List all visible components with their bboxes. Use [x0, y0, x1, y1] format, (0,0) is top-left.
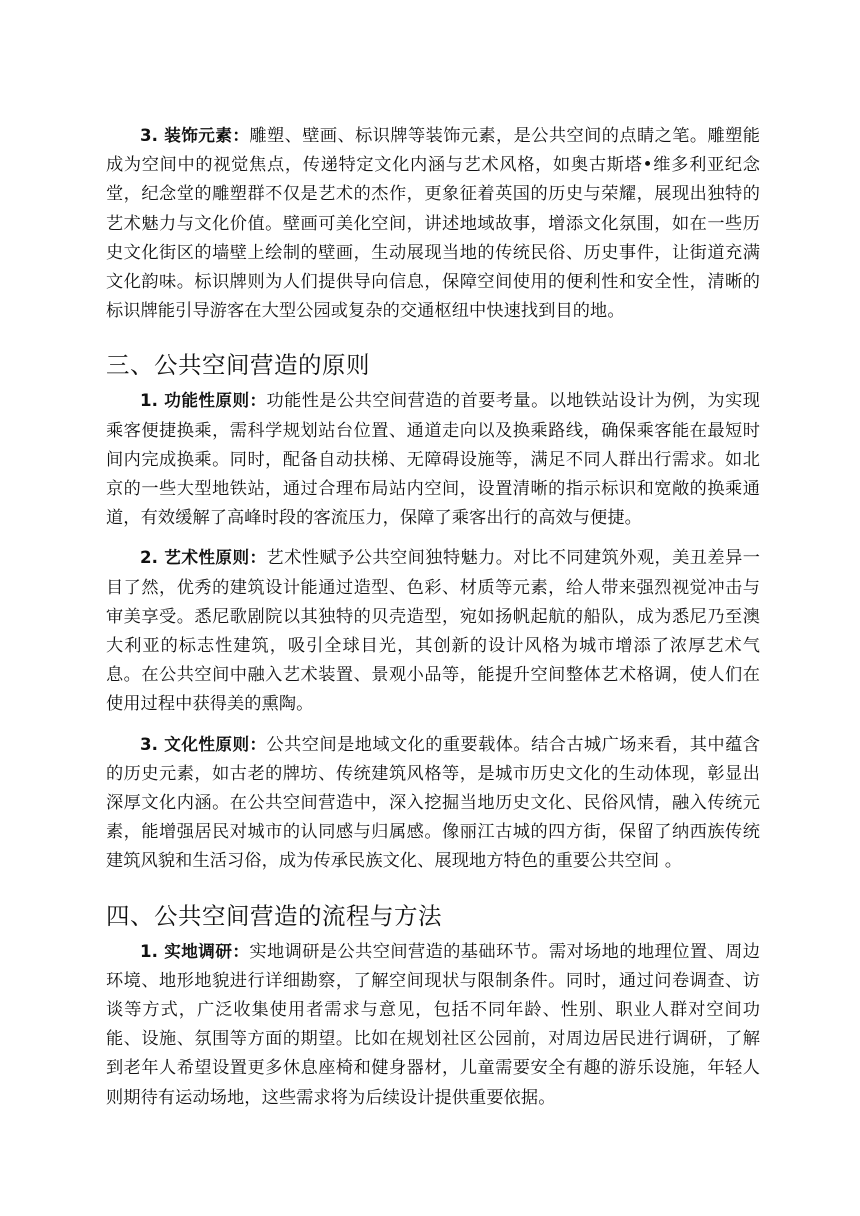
paragraph-label: 1. 实地调研：	[140, 941, 250, 961]
paragraph-text: 功能性是公共空间营造的首要考量。以地铁站设计为例，为实现乘客便捷换乘，需科学规划站台位置、通道走向以及换乘路线，确保乘客能在最短时间内完成换乘。同时，配备自动扶梯、无障碍设施等，满足不同人群出行需求。如北京的一些大型地铁站，通过合理布局站内空间，设置清晰的指示标识和宽敞的换乘通道，有效缓解了高峰时段的客流压力，保障了乘客出行的高效与便捷。	[106, 391, 760, 529]
paragraph-cultural-principle	[106, 730, 760, 877]
section-heading-principles: 三、公共空间营造的原则	[106, 351, 370, 380]
paragraph-label: 3. 装饰元素：	[140, 126, 250, 145]
document-body	[106, 96, 760, 1113]
paragraph-field-research	[106, 937, 760, 1113]
paragraph-label: 2. 艺术性原则：	[140, 548, 267, 568]
section-heading-process-methods: 四、公共空间营造的流程与方法	[106, 901, 442, 930]
paragraph-functional-principle	[106, 386, 760, 533]
paragraph-label: 1. 功能性原则：	[140, 391, 267, 411]
paragraph-text: 艺术性赋予公共空间独特魅力。对比不同建筑外观，美丑差异一目了然，优秀的建筑设计能通过造型、色彩、材质等元素，给人带来强烈视觉冲击与审美享受。悉尼歌剧院以其独特的贝壳造型，宛如扬帆起航的船队，成为悉尼乃至澳大利亚的标志性建筑，吸引全球目光，其创新的设计风格为城市增添了浓厚艺术气息。在公共空间中融入艺术装置、景观小品等，能提升空间整体艺术格调，使人们在使用过程中获得美的熏陶。	[106, 548, 760, 715]
paragraph-text: 雕塑、壁画、标识牌等装饰元素，是公共空间的点睛之笔。雕塑能成为空间中的视觉焦点，传递特定文化内涵与艺术风格，如奥古斯塔•维多利亚纪念堂，纪念堂的雕塑群不仅是艺术的杰作，更象征着英国的历史与荣耀，展现出独特的艺术魅力与文化价值。壁画可美化空间，讲述地域故事，增添文化氛围，如在一些历史文化街区的墙壁上绘制的壁画，生动展现当地的传统民俗、历史事件，让街道充满文化韵味。标识牌则为人们提供导向信息，保障空间使用的便利性和安全性，清晰的标识牌能引导游客在大型公园或复杂的交通枢纽中快速找到目的地。	[106, 126, 760, 322]
paragraph-text: 公共空间是地域文化的重要载体。结合古城广场来看，其中蕴含的历史元素，如古老的牌坊、传统建筑风格等，是城市历史文化的生动体现，彰显出深厚文化内涵。在公共空间营造中，深入挖掘当地历史文化、民俗风情，融入传统元素，能增强居民对城市的认同感与归属感。像丽江古城的四方街，保留了纳西族传统建筑风貌和生活习俗，成为传承民族文化、展现地方特色的重要公共空间 。	[106, 734, 760, 872]
paragraph-decorative-elements	[106, 121, 760, 326]
paragraph-label: 3. 文化性原则：	[140, 734, 267, 754]
paragraph-text: 实地调研是公共空间营造的基础环节。需对场地的地理位置、周边环境、地形地貌进行详细勘察，了解空间现状与限制条件。同时，通过问卷调查、访谈等方式，广泛收集使用者需求与意见，包括不同年龄、性别、职业人群对空间功能、设施、氛围等方面的期望。比如在规划社区公园前，对周边居民进行调研，了解到老年人希望设置更多休息座椅和健身器材，儿童需要安全有趣的游乐设施，年轻人则期待有运动场地，这些需求将为后续设计提供重要依据。	[106, 941, 760, 1108]
paragraph-artistic-principle	[106, 543, 760, 719]
